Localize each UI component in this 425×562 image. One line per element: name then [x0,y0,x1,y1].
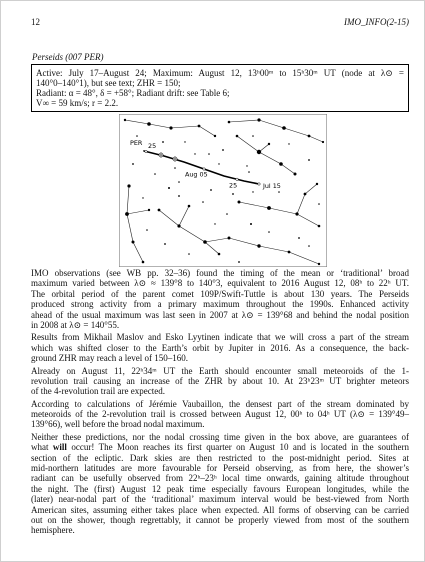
text-line: maximum varied between λ⊙ ≈ 139°8 to 140°3, equivalent to 2016 August 12, 08ʰ to 22ʰ UT. [31,278,409,289]
star [214,135,216,137]
star [164,243,166,245]
star [308,245,310,247]
star [136,135,138,137]
star [252,135,254,137]
star [279,162,283,166]
text-line: 139°66), well before the broad nodal maximum. [31,419,205,430]
box-line-node: 140°0–140°1), but see text; ZHR = 150; [36,78,181,88]
star [298,237,300,239]
star [188,205,191,208]
star [304,193,307,196]
star [228,237,231,240]
star [248,171,250,173]
star [250,223,252,225]
star [210,189,212,191]
text-line: in 2008 at λ⊙ = 140°55. [31,319,120,330]
star [268,143,270,145]
star [308,135,311,138]
star [202,201,204,203]
star [308,159,310,161]
text-line: ground ZHR may reach a level of 150–160. [31,353,188,364]
star [177,224,180,227]
text-line: which was shifted closer to the Earth’s orbit by Jupiter in 2016. As a consequence, the back- [31,342,409,353]
star [288,143,289,144]
shower-title: Perseids (007 PER) [32,52,104,62]
star [226,213,228,215]
star [288,251,291,254]
text-line: Already on August 11, 22ʰ34ᵐ UT the Earth should encounter small meteoroids of the 1- [31,365,409,376]
text-line: ahead of the usual maximum was last seen in 2007 at λ⊙ = 139°68 and behind the nodal position [31,309,409,320]
text-run: what [31,442,53,453]
star [278,191,280,193]
date-tick [258,183,260,185]
star [257,244,260,247]
paragraph-imo-observations [31,268,409,330]
star [238,261,240,263]
text-line: Neither these predictions, nor the nodal crossing time given in the box above, are guarantees of [31,431,409,442]
text-line: radiant can be usefully observed from 22ʰ–23ʰ local time onwards, gaining altitude throughout [31,473,409,484]
text-line: Results from Mikhail Maslov and Esko Lyytinen indicate that we will cross a part of the stream [31,332,409,343]
paragraph-observing-conditions [31,432,409,536]
date-tick [236,178,238,180]
text-line: According to calculations of Jérémie Vaubaillon, the densest part of the stream dominated by [31,398,409,409]
emphasis-bold: will [52,442,67,453]
star [267,206,271,210]
star [168,187,170,189]
text-line: (later) near-nodal part of the ‘traditional’ maximum interval would be best-viewed from North [31,494,409,505]
text-line: IMO observations (see WB pp. 32–36) found the timing of the mean or ‘traditional’ broad [31,268,409,278]
star [295,212,298,215]
star [218,163,219,164]
text-line: mid-northern latitudes are more favourable for Perseid observing, as from here, the shower’s [31,463,409,474]
label-date-jul-25: 25 [229,181,238,190]
date-tick [145,150,147,152]
star [322,141,324,143]
star [222,149,224,151]
page-number: 12 [31,17,40,27]
star [318,203,320,205]
star [318,263,320,265]
star [169,126,172,129]
star [218,253,221,256]
label-date-aug-05: Aug 05 [185,170,208,179]
paragraph-revolution-trails [31,366,409,397]
star [282,126,286,130]
text-line: the night. The (first) August 12 peak time especially favours European longitudes, while the [31,483,409,494]
star [178,181,180,183]
text-line: American sites, assuming either takes place when expected. All forms of observing can be carried [31,504,409,515]
text-line [31,442,409,452]
shower-data-box [31,64,409,112]
star [178,195,180,197]
star [257,118,260,121]
text-line: revolution trail causing an increase of the ZHR by about 10. At 23ʰ23ᵐ UT brighter meteors [31,375,409,386]
star [268,231,270,233]
star [232,193,234,195]
chart-frame [119,114,326,266]
star [318,225,321,228]
star [316,183,318,185]
text-line: meteoroids of the 2-revolution trail is crossed between August 12, 00ʰ to 04ʰ UT (λ⊙ = 139°49– [31,409,409,420]
star [238,201,241,204]
star [146,229,148,231]
text-run: occur! The Moon reaches its first quarter on August 10 and is located in the southern [66,442,409,453]
star [184,141,185,142]
box-line-radiant: Radiant: α = 48°, δ = +58°; Radiant drift: see Table 6; [36,88,230,98]
page-header [31,17,409,28]
star [154,173,156,175]
star [236,135,239,138]
star [214,223,215,224]
star [132,241,135,244]
box-line-activity: Active: July 17–August 24; Maximum: August 12, 13ʰ00ᵐ to 15ʰ30ᵐ UT (node at λ⊙ = [36,68,404,78]
star [132,163,134,165]
star [162,141,164,143]
star [147,122,151,126]
star [124,119,126,121]
star [257,150,261,154]
star [188,253,190,255]
star [142,261,145,264]
star [127,184,130,187]
star [252,191,253,192]
box-line-velocity: V∞ = 59 km/s; r = 2.2. [36,98,119,108]
text-line: hemisphere. [31,525,75,536]
text-line: of the 4-revolution trail are expected. [31,386,165,397]
star [228,121,231,124]
star [198,125,201,128]
star [142,197,143,198]
label-date-jul-15: Jul 15 [263,182,281,190]
radiant-drift-star-chart [119,114,327,267]
text-line: section of the ecliptic. Dark skies are then restricted to the post-midnight period. Sites at [31,452,409,463]
star [148,209,150,211]
star [194,153,195,154]
text-line: out on the shower, though regrettably, it cannot be properly viewed from most of the southern [31,514,409,525]
label-radiant-per: PER [130,139,143,147]
star [294,173,297,176]
label-date-aug-25: 25 [148,142,157,150]
star [174,167,176,169]
running-title: IMO_INFO(2-15) [344,17,409,27]
paragraph-maslov-lyytinen [31,332,409,363]
star [203,240,207,244]
paragraph-vaubaillon [31,399,409,430]
star [125,212,129,216]
star [246,165,247,166]
text-line: The orbital period of the parent comet 109P/Swift-Tuttle is about 130 years. The Perseids [31,288,409,299]
star [208,153,210,155]
body-text [31,268,409,536]
star [158,209,161,212]
text-line: produced strong activity from a primary maximum throughout the 1990s. Enhanced activity [31,299,409,310]
